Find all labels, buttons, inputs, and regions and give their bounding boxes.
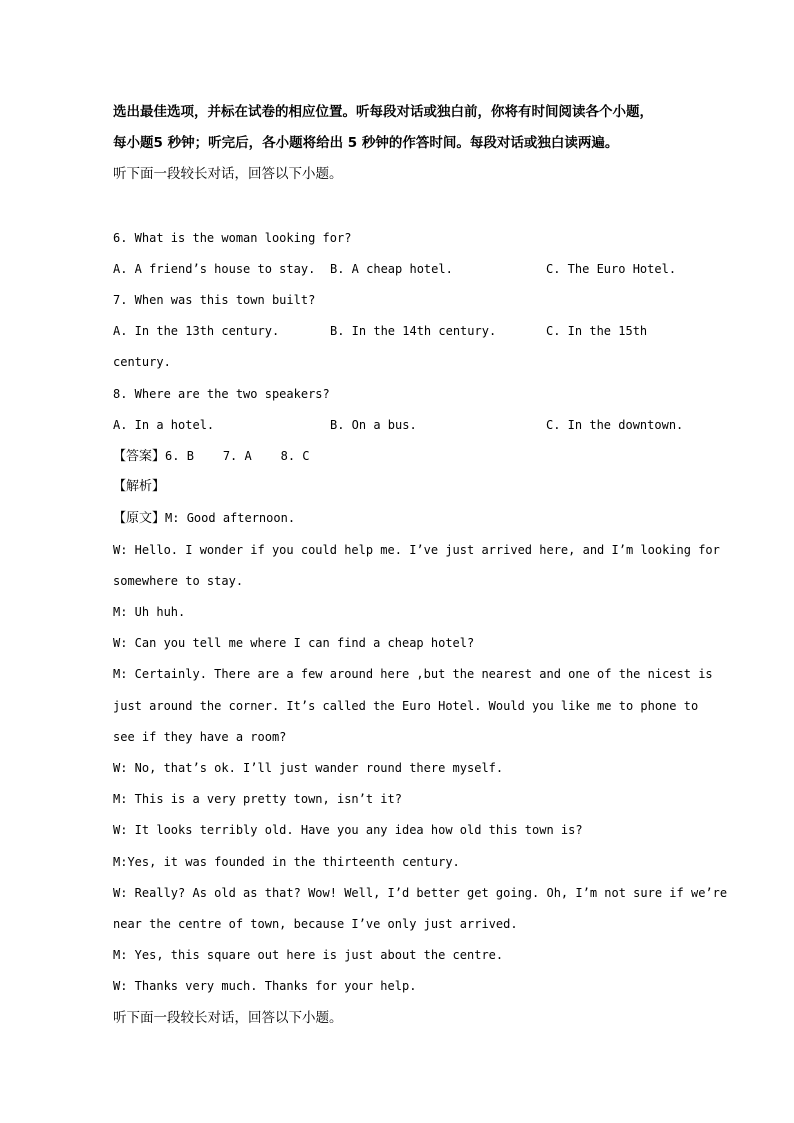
answer-line [113, 448, 310, 465]
transcript-line-0 [113, 510, 295, 527]
question-6-option-b: B. A cheap hotel. [330, 262, 453, 276]
question-7-option-c: C. In the 15th [546, 324, 648, 338]
question-7-option-c-continuation: century. [113, 355, 171, 369]
transcript-line-10: W: It looks terribly old. Have you any idea how old this town is? [113, 823, 583, 837]
transcript-line-4: W: Can you tell me where I can find a cheap hotel? [113, 636, 475, 650]
transcript-line-13: near the centre of town, because I’ve only just arrived. [113, 917, 518, 931]
transcript-line-3: M: Uh huh. [113, 605, 186, 619]
transcript-line-2: somewhere to stay. [113, 574, 244, 588]
question-8-option-b: B. On a bus. [330, 418, 417, 432]
transcript-line-7: see if they have a room? [113, 730, 287, 744]
question-8-option-c: C. In the downtown. [546, 418, 684, 432]
transcript-line-8: W: No, that’s ok. I’ll just wander round there myself. [113, 761, 504, 775]
section-intro: 听下面一段较长对话，回答以下小题。 [113, 166, 343, 182]
question-6-option-a: A. A friend’s house to stay. [113, 262, 316, 276]
transcript-line-5: M: Certainly. There are a few around here ,but the nearest and one of the nicest is [113, 667, 713, 681]
transcript-line-12: W: Really? As old as that? Wow! Well, I’d better get going. Oh, I’m not sure if we’re [113, 886, 728, 900]
question-7-option-b: B. In the 14th century. [330, 324, 497, 338]
transcript-line-15: W: Thanks very much. Thanks for your help. [113, 979, 417, 993]
question-7-stem: 7. When was this town built? [113, 293, 316, 307]
question-6-option-c: C. The Euro Hotel. [546, 262, 677, 276]
next-section-intro: 听下面一段较长对话，回答以下小题。 [113, 1010, 343, 1026]
transcript-line-14: M: Yes, this square out here is just about the centre. [113, 948, 504, 962]
instruction-line-2: 每小题5 秒钟；听完后，各小题将给出 5 秒钟的作答时间。每段对话或独白读两遍。 [113, 135, 619, 151]
transcript-line-1: W: Hello. I wonder if you could help me. I’ve just arrived here, and I’m looking for [113, 543, 720, 557]
transcript-line-9: M: This is a very pretty town, isn’t it? [113, 792, 402, 806]
instruction-line-1: 选出最佳选项，并标在试卷的相应位置。听每段对话或独白前，你将有时间阅读各个小题， [113, 104, 653, 120]
question-6-stem: 6. What is the woman looking for? [113, 231, 352, 245]
transcript-text: M: Good afternoon. [165, 511, 296, 525]
answer-label: 【答案】 [113, 449, 166, 464]
transcript-line-11: M:Yes, it was founded in the thirteenth century. [113, 855, 460, 869]
transcript-line-6: just around the corner. It’s called the Euro Hotel. Would you like me to phone to [113, 699, 699, 713]
transcript-label: 【原文】 [113, 511, 166, 526]
analysis-label: 【解析】 [113, 479, 166, 494]
question-8-option-a: A. In a hotel. [113, 418, 215, 432]
question-8-stem: 8. Where are the two speakers? [113, 387, 330, 401]
answer-text: 6. B 7. A 8. C [165, 449, 310, 463]
question-7-option-a: A. In the 13th century. [113, 324, 280, 338]
